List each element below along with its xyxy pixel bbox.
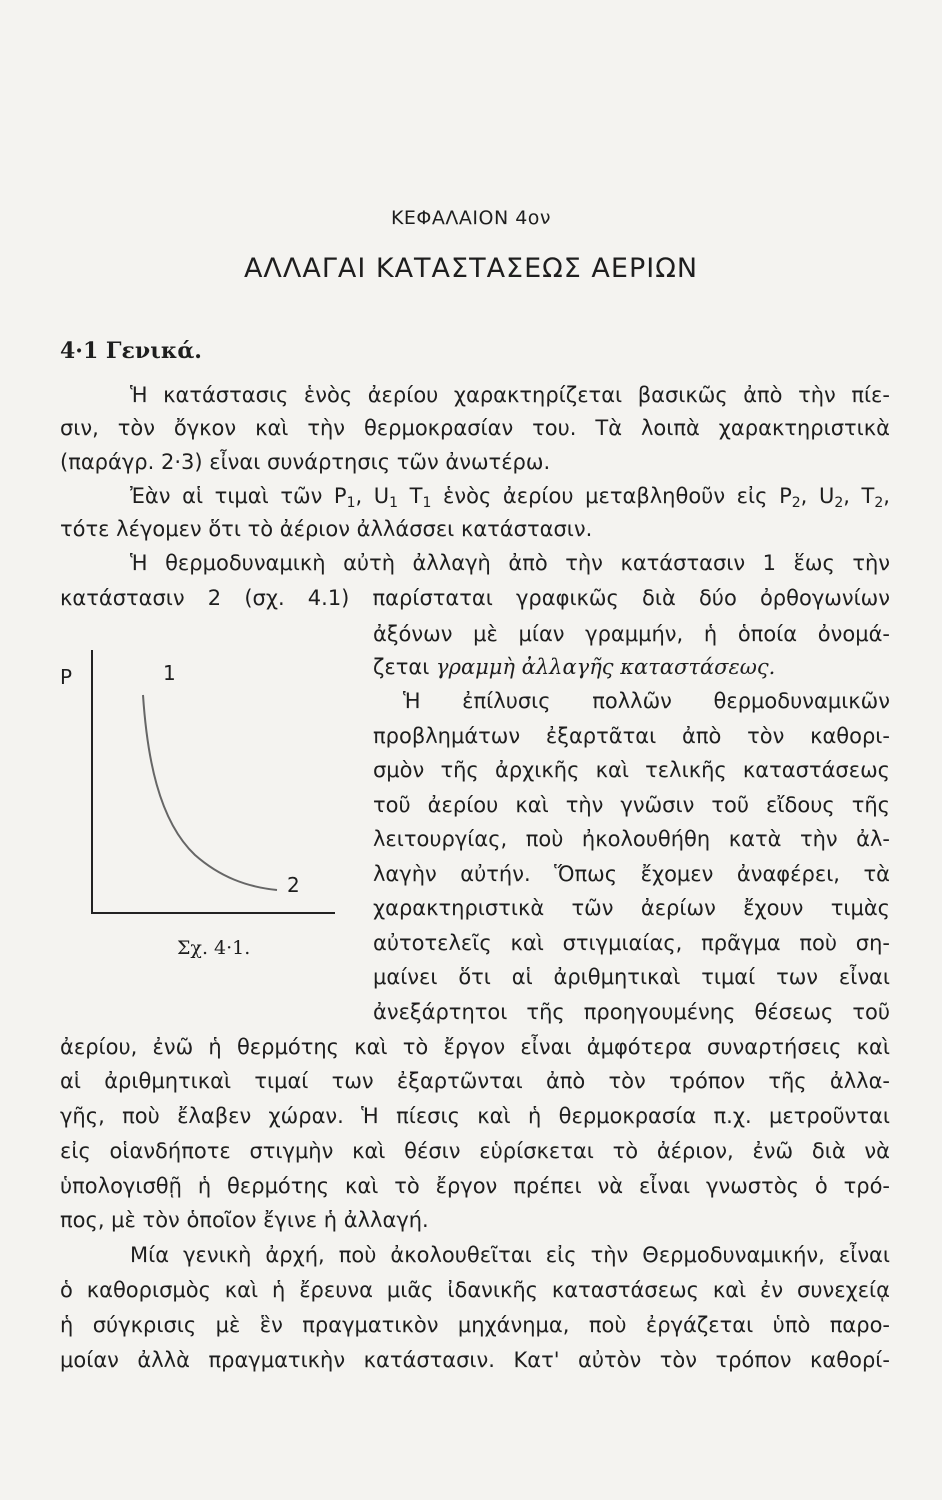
text-line-6: Ἡ θερμοδυναμικὴ αὐτὴ ἀλλαγὴ ἀπὸ τὴν κατάστασιν 1 ἕως τὴν bbox=[130, 551, 890, 575]
figure-caption: Σχ. 4·1. bbox=[177, 937, 251, 959]
section-heading: 4·1 Γενικά. bbox=[60, 338, 202, 364]
line4-sub-1: 1 bbox=[346, 495, 356, 511]
line4-sub-3: 1 bbox=[422, 495, 432, 511]
text-line-21: αἱ ἀριθμητικαὶ τιμαί των ἐξαρτῶνται ἀπὸ τὸν τρόπον τῆς ἀλλα- bbox=[60, 1069, 890, 1093]
text-line-9 bbox=[373, 657, 890, 678]
text-line-2: σιν, τὸν ὄγκον καὶ τὴν θερμοκρασίαν του. Τὰ λοιπὰ χαρακτηριστικὰ bbox=[60, 416, 890, 440]
point-1-label: 1 bbox=[163, 661, 176, 685]
chapter-heading: ΚΕΦΑΛΑΙΟΝ 4ον bbox=[390, 207, 552, 229]
line4-sub-6: 2 bbox=[874, 495, 884, 511]
line4-part-g: , bbox=[883, 484, 890, 508]
text-line-25: πος, μὲ τὸν ὁποῖον ἔγινε ἡ ἀλλαγή. bbox=[60, 1208, 429, 1232]
text-line-1: Ἡ κατάστασις ἑνὸς ἀερίου χαρακτηρίζεται βασικῶς ἀπὸ τὴν πίε- bbox=[130, 383, 890, 407]
text-line-5: τότε λέγομεν ὅτι τὸ ἀέριον ἀλλάσσει κατάστασιν. bbox=[60, 517, 593, 541]
text-line-3: (παράγρ. 2·3) εἶναι συνάρτησις τῶν ἀνωτέρω. bbox=[60, 450, 551, 474]
text-line-7: κατάστασιν 2 (σχ. 4.1) παρίσταται γραφικῶς διὰ δύο ὀρθογωνίων bbox=[60, 586, 890, 610]
text-line-19: ἀνεξάρτητοι τῆς προηγουμένης θέσεως τοῦ bbox=[373, 1000, 890, 1024]
text-line-11: προβλημάτων ἐξαρτᾶται ἀπὸ τὸν καθορι- bbox=[373, 724, 890, 748]
text-line-24: ὑπολογισθῇ ἡ θερμότης καὶ τὸ ἔργον πρέπει νὰ εἶναι γνωστὸς ὁ τρό- bbox=[60, 1174, 890, 1198]
figure-state-change bbox=[55, 645, 340, 975]
line4-sub-5: 2 bbox=[834, 495, 844, 511]
line4-sub-4: 2 bbox=[791, 495, 801, 511]
chapter-title: ΑΛΛΑΓΑΙ ΚΑΤΑΣΤΑΣΕΩΣ ΑΕΡΙΩΝ bbox=[243, 253, 699, 284]
text-line-16: χαρακτηριστικὰ τῶν ἀερίων ἔχουν τιμὰς bbox=[373, 896, 890, 920]
text-line-15: λαγὴν αὐτήν. Ὅπως ἔχομεν ἀναφέρει, τὰ bbox=[373, 862, 890, 886]
line4-part-a: Ἐὰν αἱ τιμαὶ τῶν P bbox=[130, 484, 347, 508]
line9-part-a: ζεται bbox=[373, 655, 437, 679]
text-line-8: ἀξόνων μὲ μίαν γραμμήν, ἡ ὁποία ὀνομά- bbox=[373, 622, 890, 646]
line4-part-f: , T bbox=[843, 484, 875, 508]
text-line-22: γῆς, ποὺ ἔλαβεν χώραν. Ἡ πίεσις καὶ ἡ θερμοκρασία π.χ. μετροῦνται bbox=[60, 1104, 890, 1128]
text-line-13: τοῦ ἀερίου καὶ τὴν γνῶσιν τοῦ εἴδους τῆς bbox=[373, 793, 890, 817]
text-line-4 bbox=[130, 486, 890, 510]
text-line-29: μοίαν ἀλλὰ πραγματικὴν κατάστασιν. Κατ' αὐτὸν τὸν τρόπον καθορί- bbox=[60, 1348, 890, 1372]
line4-part-c: T bbox=[398, 484, 423, 508]
pressure-axis-label: P bbox=[60, 665, 73, 689]
text-line-23: εἰς οἱανδήποτε στιγμὴν καὶ θέσιν εὑρίσκεται τὸ ἀέριον, ἐνῶ διὰ νὰ bbox=[60, 1139, 890, 1163]
line4-sub-2: 1 bbox=[389, 495, 399, 511]
text-line-28: ἡ σύγκρισις μὲ ἓν πραγματικὸν μηχάνημα, ποὺ ἐργάζεται ὑπὸ παρο- bbox=[60, 1313, 890, 1337]
text-line-17: αὐτοτελεῖς καὶ στιγμιαίας, πρᾶγμα ποὺ ση- bbox=[373, 931, 890, 955]
line4-part-d: ἑνὸς ἀερίου μεταβληθοῦν εἰς P bbox=[431, 484, 792, 508]
line4-part-e: , U bbox=[800, 484, 835, 508]
text-line-18: μαίνει ὅτι αἱ ἀριθμητικαὶ τιμαί των εἶναι bbox=[373, 965, 890, 989]
term-state-change-line: γραμμὴ ἀλλαγῆς καταστάσεως. bbox=[436, 655, 776, 679]
text-line-14: λειτουργίας, ποὺ ἠκολουθήθη κατὰ τὴν ἀλ- bbox=[373, 827, 890, 851]
text-line-10: Ἡ ἐπίλυσις πολλῶν θερμοδυναμικῶν bbox=[403, 689, 890, 713]
state-change-curve bbox=[143, 695, 277, 890]
text-line-27: ὁ καθορισμὸς καὶ ἡ ἔρευνα μιᾶς ἰδανικῆς καταστάσεως καὶ ἐν συνεχείᾳ bbox=[60, 1278, 890, 1302]
text-line-20: ἀερίου, ἐνῶ ἡ θερμότης καὶ τὸ ἔργον εἶναι ἀμφότερα συναρτήσεις καὶ bbox=[60, 1035, 890, 1059]
line4-part-b: , U bbox=[355, 484, 390, 508]
text-line-26: Μία γενικὴ ἀρχή, ποὺ ἀκολουθεῖται εἰς τὴν Θερμοδυναμικήν, εἶναι bbox=[130, 1243, 890, 1267]
figure-graph bbox=[55, 645, 340, 975]
text-line-12: σμὸν τῆς ἀρχικῆς καὶ τελικῆς καταστάσεως bbox=[373, 758, 890, 782]
point-2-label: 2 bbox=[287, 873, 300, 897]
